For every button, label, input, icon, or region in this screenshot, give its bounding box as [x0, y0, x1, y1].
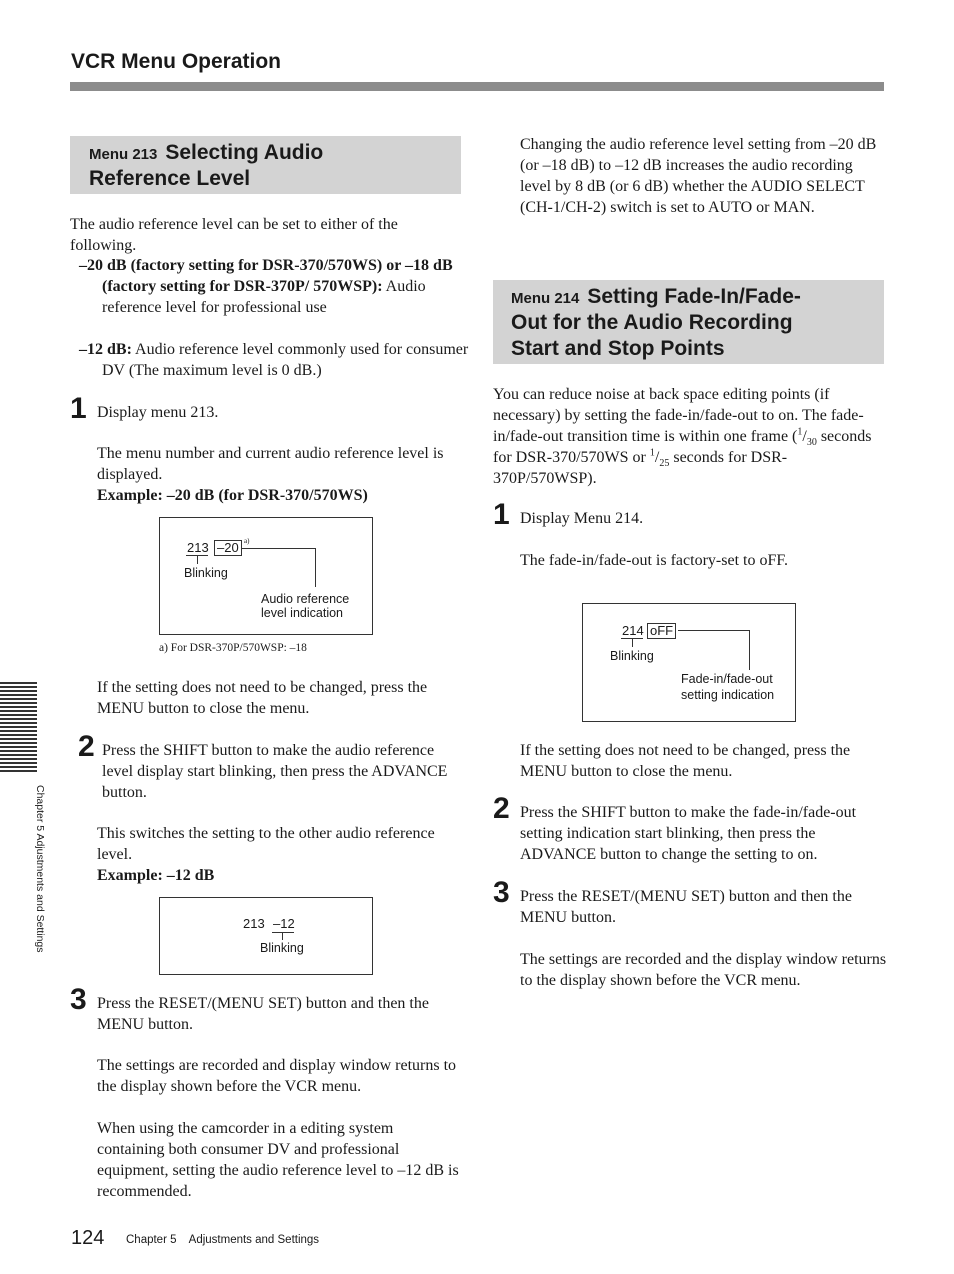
lcd-value: –12: [273, 916, 295, 931]
indication-label-line2: setting indication: [681, 688, 775, 702]
menu-214-title-line3: Start and Stop Points: [511, 337, 725, 360]
step-1-number: 1: [70, 392, 87, 425]
menu-214-heading: [493, 280, 884, 364]
lcd-menu-number: 214: [622, 623, 644, 638]
menu-213-title-line1: Selecting Audio: [165, 141, 324, 164]
diagram-footnote: a) For DSR-370P/570WSP: –18: [159, 642, 307, 654]
step-1-note: The fade-in/fade-out is factory-set to oFF.: [520, 552, 788, 569]
option-minus20-item: [79, 255, 488, 318]
option-minus12-label: –12 dB:: [79, 341, 132, 358]
leader-line: [749, 630, 750, 670]
lcd-value: oFF: [647, 623, 676, 639]
blinking-label: Blinking: [184, 566, 228, 580]
blinking-label: Blinking: [610, 649, 654, 663]
menu-213-title-line2: Reference Level: [89, 167, 251, 190]
step-3-number: 3: [70, 983, 87, 1016]
option-minus20-label: –20 dB (factory setting for DSR-370/570WS) or –18 dB (factory setting for DSR-370P/ 570WSP):: [79, 257, 453, 295]
menu-214-title-line2: Out for the Audio Recording: [511, 311, 793, 334]
no-change-note: If the setting does not need to be changed, press the MENU button to close the menu.: [97, 679, 428, 717]
menu-213-intro: The audio reference level can be set to either of the following.: [70, 216, 398, 254]
page-number: 124: [71, 1227, 105, 1249]
menu-213-number: Menu 213: [89, 146, 158, 163]
indication-label-line2: level indication: [261, 606, 343, 620]
lcd-footnote-marker: a): [244, 537, 250, 545]
step-2-note: This switches the setting to the other audio reference level.: [97, 825, 435, 863]
step-2-number: 2: [493, 792, 510, 825]
indication-label-line1: Audio reference: [261, 592, 350, 606]
leader-line: [197, 555, 198, 564]
chapter-side-label: Chapter 5 Adjustments and Settings: [34, 785, 46, 953]
lcd-diagram-213-minus12: [159, 897, 373, 975]
step-1-example: Example: –20 dB (for DSR-370/570WS): [97, 487, 368, 504]
step-3-recommendation: When using the camcorder in a editing system containing both consumer DV and professional equipment, setting the audio reference level to –12 dB is recommended.: [97, 1120, 459, 1200]
page-header-title: VCR Menu Operation: [71, 50, 282, 73]
step-2-example: Example: –12 dB: [97, 867, 215, 884]
step-2-text: Press the SHIFT button to make the audio reference level display start blinking, then press the ADVANCE button.: [102, 742, 448, 801]
header-rule: [70, 82, 884, 91]
step-2-number: 2: [78, 730, 95, 763]
indication-label-line1: Fade-in/fade-out: [681, 672, 773, 686]
leader-line: [632, 638, 633, 647]
lcd-value: –20: [214, 540, 242, 556]
lcd-menu-number: 213: [243, 916, 265, 931]
step-3-number: 3: [493, 876, 510, 909]
step-3-note: The settings are recorded and the display window returns to the display shown before the VCR menu.: [520, 951, 887, 989]
step-2-text: Press the SHIFT button to make the fade-in/fade-out setting indication start blinking, then press the ADVANCE button to change the setting to on.: [520, 804, 857, 863]
lcd-diagram-214: [582, 603, 796, 722]
option-minus20-desc: Audio reference level for professional use: [102, 278, 426, 316]
no-change-note: If the setting does not need to be changed, press the MENU button to close the menu.: [520, 742, 851, 780]
menu-214-title-line1: Setting Fade-In/Fade-: [587, 285, 801, 308]
footer-chapter: Chapter 5 Adjustments and Settings: [126, 1234, 320, 1246]
step-3-text: Press the RESET/(MENU SET) button and then the MENU button.: [97, 995, 429, 1033]
blinking-label: Blinking: [260, 941, 304, 955]
leader-line: [282, 932, 283, 940]
chapter-thumb-tab: [0, 682, 37, 774]
option-minus12-item: [79, 339, 488, 381]
menu-214-intro: You can reduce noise at back space editing points (if necessary) by setting the fade-in/fade-out to on. The fade-in/fade-out transition time is within one frame ($^1/_{30}$ seconds for DSR-370/570WS or $^1/_{25}$ seconds for DSR-370P/570WSP).: [493, 386, 872, 487]
step-3-text: Press the RESET/(MENU SET) button and then the MENU button.: [520, 888, 852, 926]
lcd-diagram-213-minus20: [159, 517, 373, 635]
step-1-note: The menu number and current audio reference level is displayed.: [97, 445, 444, 483]
leader-line: [242, 548, 315, 549]
step-3-note: The settings are recorded and display window returns to the display shown before the VCR menu.: [97, 1057, 457, 1095]
lcd-menu-number: 213: [187, 540, 209, 555]
lcd-underline: [272, 932, 294, 933]
leader-line: [678, 630, 749, 631]
step-1-text: Display menu 213.: [97, 404, 219, 421]
level-change-note: Changing the audio reference level setting from –20 dB (or –18 dB) to –12 dB increases the audio recording level by 8 dB (or 6 dB) whether the AUDIO SELECT (CH-1/CH-2) switch is set to AUTO or MAN.: [520, 136, 877, 216]
menu-213-heading: [70, 136, 461, 194]
leader-line: [315, 548, 316, 587]
option-minus12-desc: Audio reference level commonly used for consumer DV (The maximum level is 0 dB.): [102, 341, 469, 379]
step-1-number: 1: [493, 498, 510, 531]
step-1-text: Display Menu 214.: [520, 510, 644, 527]
menu-214-number: Menu 214: [511, 290, 580, 307]
